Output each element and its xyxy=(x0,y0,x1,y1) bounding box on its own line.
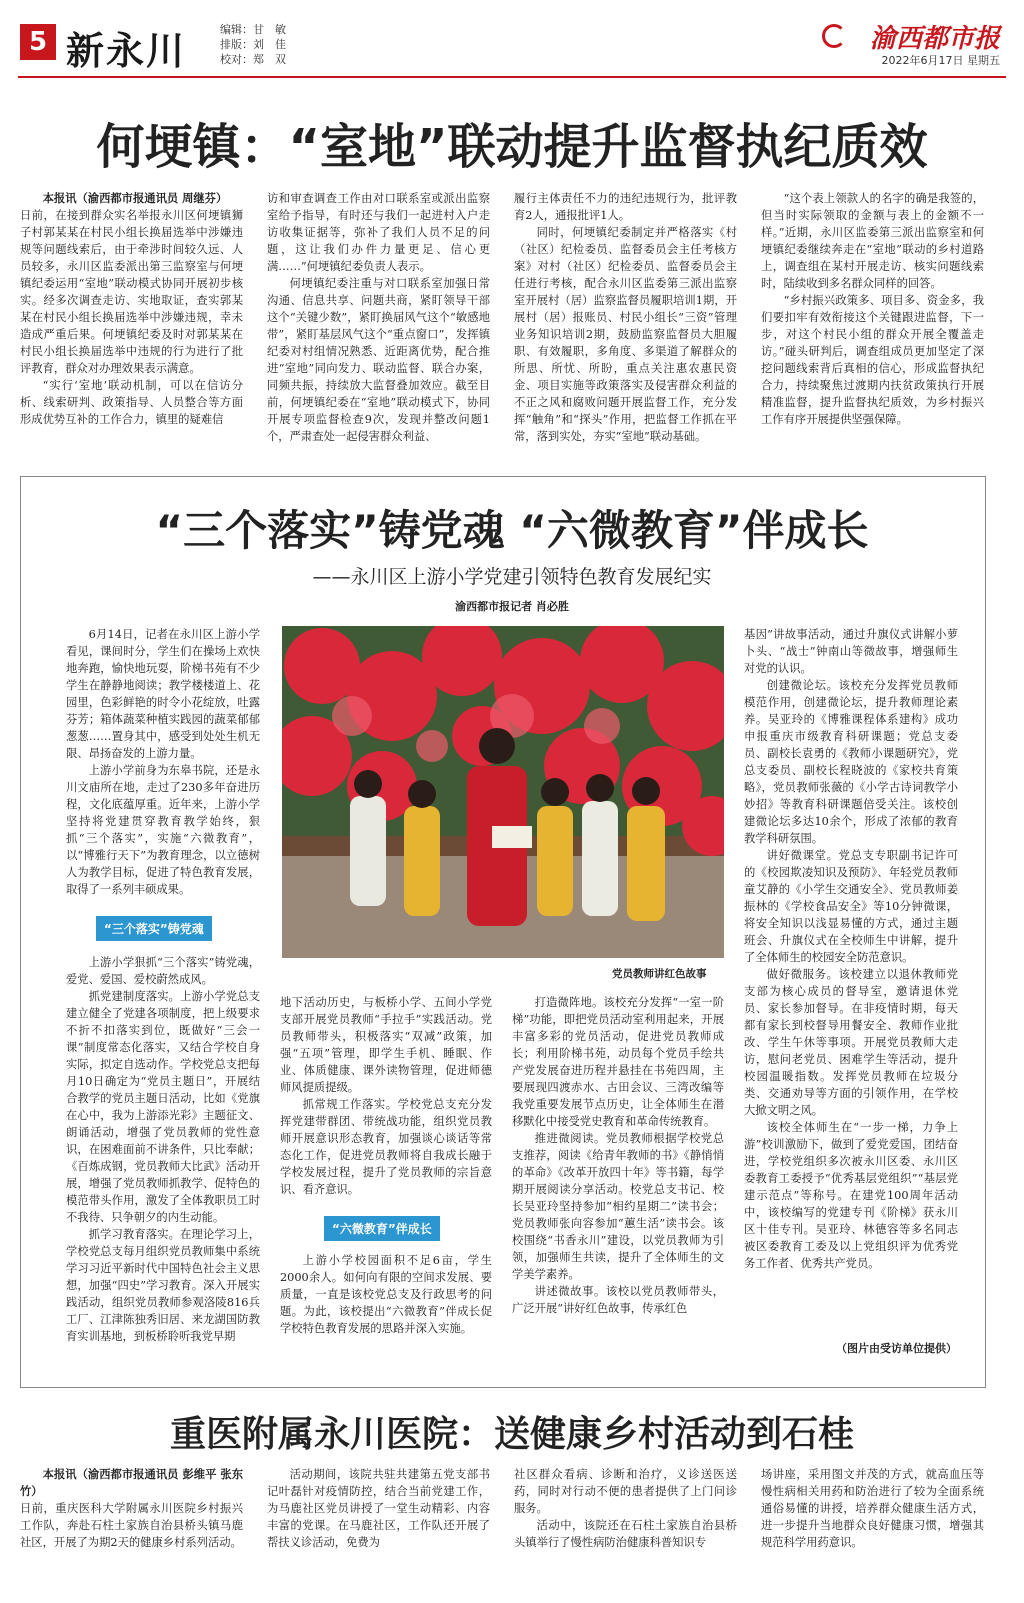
byline: 本报讯（渝西都市报通讯员 周继芬） xyxy=(42,191,228,205)
article3-body xyxy=(20,1466,986,1586)
article1-column xyxy=(20,190,243,452)
paragraph: 日前，重庆医科大学附属永川医院乡村振兴工作队，奔赴石柱土家族自治县桥头镇马鹿社区，开展了为期2天的健康乡村系列活动。 xyxy=(20,1502,243,1549)
brand-logo: 渝西都市报 xyxy=(869,24,1000,54)
article2-title: “三个落实”铸党魂 “六微教育”伴成长 xyxy=(155,506,869,555)
article2-subtitle: ——永川区上游小学党建引领特色教育发展纪实 xyxy=(312,566,712,588)
paragraph: “乡村振兴政策多、项目多、资金多，我们要扣牢有效衔接这个关键跟进监督，下一步，对这个村民小组的群众开展全覆盖走访。”碰头研判后，调查组成员更加坚定了深挖问题线索背后真相的信心，形成监督执纪合力，持续聚焦过渡期内扶贫政策执行开展精准监督，提升监督执纪质效，为乡村振兴工作有序开展提供坚强保障。 xyxy=(761,294,984,426)
section-tag: “三个落实”铸党魂 xyxy=(96,916,212,941)
paragraph: 讲好微课堂。党总支专职副书记许可的《校园欺凌知识及预防》、年轻党员教师童艾静的《小学生交通安全》、党员教师姜振林的《学校食品安全》等10分钟微课，将安全知识以浅显易懂的方式，通过主题班会、升旗仪式在全校师生中讲解，提升了全体师生的校园安全防范意识。 xyxy=(744,849,958,964)
article2-column xyxy=(280,994,492,1206)
paragraph: 履行主体责任不力的违纪违规行为，批评教育2人，通报批评1人。 xyxy=(514,192,737,222)
article1-title: 何埂镇：“室地”联动提升监督执纪质效 xyxy=(96,119,928,175)
article2-col2b xyxy=(280,1252,492,1356)
article2-column xyxy=(280,1252,492,1356)
paragraph: 活动中，该院还在石柱土家族自治县桥头镇举行了慢性病防治健康科普知识专 xyxy=(514,1519,737,1549)
article2-intro xyxy=(66,626,260,900)
paragraph: 抓学习教育落实。在理论学习上，学校党总支每月组织党员教师集中系统学习习近平新时代中国特色社会主义思想，加强“四史”学习教育。深入开展实践活动，组织党员教师参观洛陵816兵工厂、江津陈独秀旧居、来龙湖国防教育实训基地，到板桥聆听我党早期 xyxy=(66,1228,260,1343)
paragraph: “这个表上领款人的名字的确是我签的，但当时实际领取的金额与表上的金额不一样。”近期，永川区监委第三派出监察室和何埂镇纪委继续奔走在“室地”联动的乡村道路上，调查组在某村开展走访、核实问题线索时，陆续收到多名群众同样的回答。 xyxy=(761,192,984,290)
brand-logo-icon xyxy=(822,24,846,48)
paragraph: 抓党建制度落实。上游小学党总支建立健全了党建各项制度，把上级要求不折不扣落实到位，既做好“三会一课”制度常态化落实，又结合学校自身实际，拟定自选动作。学校党总支把每月10日确定为“党员主题日”，开展结合教学的党员主题日活动，比如《党旗在心中，我为上游添光彩》主题征文、朗诵活动，增强了党员教师的党性意识，在困难面前不讲条件，只比奉献；《百炼成钢，党员教师大比武》活动开展，增强了党员教师抓教学、促特色的模范带头作用，激发了全体教职员工时不我待、只争朝夕的内生动能。 xyxy=(66,990,260,1224)
masthead-rule xyxy=(18,76,1006,78)
editor-line: 编辑：甘 敏 xyxy=(220,23,286,36)
paragraph: 活动期间，该院共驻共建第五党支部书记叶磊针对疫情防控，结合当前党建工作，为马鹿社区党员讲授了一堂生动精彩、内容丰富的党课。在马鹿社区，工作队还开展了帮扶义诊活动，免费为 xyxy=(267,1468,490,1549)
paragraph: 讲述微故事。该校以党员教师带头，广泛开展“讲好红色故事，传承红色 xyxy=(512,1285,724,1315)
editor-line: 校对：郑 双 xyxy=(220,53,286,66)
article2-column xyxy=(66,626,260,900)
photo-illustration xyxy=(282,626,724,958)
paragraph: 上游小学前身为东皋书院，还是永川文庙所在地，走过了230多年奋进历程，文化底蕴厚重。近年来，上游小学坚持将党建贯穿教育教学始终，狠抓“三个落实”，实施“六微教育”，以“博雅行天下”为教育理念，以立德树人为教学目标，促进了特色教育发展，取得了一系列丰硕成果。 xyxy=(66,764,260,896)
article1-column xyxy=(761,190,984,452)
paragraph: 社区群众看病、诊断和治疗，义诊送医送药，同时对行动不便的患者提供了上门问诊服务。 xyxy=(514,1468,737,1515)
article2-col3 xyxy=(512,994,724,1354)
paragraph: 推进微阅读。党员教师根据学校党总支推荐，阅读《给青年教师的书》《静悄悄的革命》《改革开放四十年》等书籍，每学期开展阅读分享活动。校党总支书记、校长吴亚玲坚持参加“相约星期二”读书会；党员教师张向容参加“蕙生活”读书会。该校围绕“书香永川”建设，以党员教师为引领，加强师生共读，提升了全体师生的文学美学素养。 xyxy=(512,1132,724,1281)
paragraph: 该校全体师生在“一步一梯，力争上游”校训激励下，做到了爱党爱国，团结奋进，学校党组织多次被永川区委、永川区委教育工委授予“优秀基层党组织”“基层党建示范点”等称号。在建党100周年活动中，该校编写的党建专刊《阶梯》获永川区十佳专刊。吴亚玲、林德容等多名同志被区委教育工委及以上党组织评为优秀党务工作者、优秀共产党员。 xyxy=(744,1121,958,1270)
article3-column xyxy=(267,1466,490,1586)
article2-col2 xyxy=(280,994,492,1206)
paragraph: 创建微论坛。该校充分发挥党员教师模范作用，创建微论坛，提升教师理论素养。吴亚玲的《博雅课程体系建构》成功申报重庆市级教育科研课题；党总支委员、副校长袁勇的《教师小课题研究》，党总支委员、副校长程晓波的《家校共育策略》，党员教师张薇的《小学古诗词教学小妙招》等教育科研课题倍受关注。该校创建微论坛多达10余个，形成了浓郁的教育教学科研氛围。 xyxy=(744,679,958,845)
article2-col1 xyxy=(66,954,260,1350)
paragraph: “实行‘室地’联动机制，可以在信访分析、线索研判、政策指导、人员整合等方面形成优势互补的工作合力，镇里的疑难信 xyxy=(20,379,243,426)
page-number: 5 xyxy=(20,24,56,60)
article1-body xyxy=(20,190,986,452)
editor-line: 排版：刘 佳 xyxy=(220,38,286,51)
article2-col4 xyxy=(744,626,958,1336)
section-tag: “六微教育”伴成长 xyxy=(324,1216,440,1241)
paragraph: 何埂镇纪委注重与对口联系室加强日常沟通、信息共享、问题共商，紧盯领导干部这个“关键少数”，紧盯换届风气这个“敏感地带”，紧盯基层风气这个“重点窗口”，发挥镇纪委对村组情况熟悉、近距离优势，配合推进“室地”同向发力、联动监督、联合办案，同频共振，持续放大监督叠加效应。截至目前，何埂镇纪委在“室地”联动模式下，协同开展专项监督检查9次，发现并整改问题1个，严肃查处一起侵害群众利益、 xyxy=(267,277,490,443)
paragraph: 访和审查调查工作由对口联系室或派出监察室给予指导，有时还与我们一起进村入户走访收集证据等，弥补了我们人员不足的问题，这让我们办件力量更足、信心更满……”何埂镇纪委负责人表示。 xyxy=(267,192,490,273)
feature-photo xyxy=(282,626,724,958)
photo-credit: （图片由受访单位提供） xyxy=(836,1342,957,1355)
paragraph: 地下活动历史，与板桥小学、五间小学党支部开展党员教师“手拉手”实践活动。党员教师带头，积极落实“双减”政策，加强“五项”管理，即学生手机、睡眠、作业、体质健康、课外读物管理，促进师德师风提质提级。 xyxy=(280,996,492,1094)
article3-column xyxy=(20,1466,243,1586)
article2-column xyxy=(66,954,260,1350)
article2-column xyxy=(744,626,958,1336)
section-name: 新永川 xyxy=(66,28,187,73)
photo-caption: 党员教师讲红色故事 xyxy=(612,968,707,980)
article1-column xyxy=(267,190,490,452)
paragraph: 同时，何埂镇纪委制定并严格落实《村（社区）纪检委员、监督委员会主任考核方案》对村（社区）纪检委员、监督委员会主任进行考核，配合永川区监委第三派出监察室开展村（居）监察监督员履职培训1期，开展村（居）报账员、村民小组长“三资”管理业务知识培训2期，鼓励监察监督员大胆履职、有效履职，多角度、多渠道了解群众的所思、所忧、所盼，重点关注惠农惠民资金、项目实施等政策落实及侵害群众利益的不正之风和腐败问题开展监督工作，充分发挥“触角”和“探头”作用，把监督工作抓在平常，落到实处，夯实“室地”联动基础。 xyxy=(514,226,737,443)
paragraph: 日前，在接到群众实名举报永川区何埂镇狮子村郭某某在村民小组长换届选举中涉嫌违规等问题线索后，由于牵涉时间较久远、人员较多，永川区监委派出第三监察室与何埂镇纪委运用“室地”联动模式协同开展初步核实。经多次调查走访、实地取证，查实郭某某在村民小组长换届选举中涉嫌违规，幸未造成严重后果。何埂镇纪委及时对郭某某在村民小组长换届选举中违规的行为进行了批评教育，群众对办理效果表示满意。 xyxy=(20,209,243,375)
paragraph: 做好微服务。该校建立以退休教师党支部为核心成员的督导室，邀请退休党员、家长参加督导。在非疫情时期，每天都有家长到校督导用餐安全、教师作业批改、学生午休等事项。开展党员教师大走访，慰问老党员、困难学生等活动，提升校园温暖指数。发挥党员教师在垃圾分类、交通劝导等方面的引领作用，在学校大掀文明之风。 xyxy=(744,968,958,1117)
article3-column xyxy=(514,1466,737,1586)
issue-date: 2022年6月17日 星期五 xyxy=(881,54,1000,67)
article2-column xyxy=(512,994,724,1354)
article2-byline: 渝西都市报记者 肖必胜 xyxy=(455,600,569,613)
masthead xyxy=(18,18,1006,73)
article3-column xyxy=(761,1466,984,1586)
article1-column xyxy=(514,190,737,452)
paragraph: 基因”讲故事活动，通过升旗仪式讲解小萝卜头、“战士”钟南山等微故事，增强师生对党的认识。 xyxy=(744,628,958,675)
paragraph: 抓常规工作落实。学校党总支充分发挥党建带群团、带统战功能，组织党员教师开展意识形态教育，加强谈心谈话等常态化工作，促进党员教师将自我成长融于学校发展过程，提升了党员教师的宗旨意识、看齐意识。 xyxy=(280,1098,492,1196)
byline: 本报讯（渝西都市报通讯员 彭维平 张东竹） xyxy=(20,1467,243,1498)
paragraph: 打造微阵地。该校充分发挥“一室一阶梯”功能，即把党员活动室利用起来，开展丰富多彩的党员活动，促进党员教师成长；利用阶梯书苑，动员每个党员手绘共产党发展奋进历程并悬挂在书苑四周，主要展现四渡赤水、古田会议、三湾改编等我党重要发展节点历史，让全体师生在潜移默化中接受党史教育和革命传统教育。 xyxy=(512,996,724,1128)
paragraph: 6月14日，记者在永川区上游小学看见，课间时分，学生们在操场上欢快地奔跑，愉快地玩耍，阶梯书苑有不少学生在静静地阅读；教学楼楼道上、花园里，色彩鲜艳的时令小花绽放，吐露芬芳；箱体蔬菜种植实践园的蔬菜郁郁葱葱……置身其中，感受到处处生机无限、昂扬奋发的上游力量。 xyxy=(66,628,260,760)
paragraph: 上游小学校园面积不足6亩，学生2000余人。如何向有限的空间求发展、要质量，一直是该校党总支及行政思考的问题。为此，该校提出“六微教育”伴成长促学校特色教育发展的思路并深入实施。 xyxy=(280,1254,492,1335)
paragraph: 上游小学狠抓“三个落实”铸党魂，爱党、爱国、爱校蔚然成风。 xyxy=(66,956,260,986)
article3-title: 重医附属永川医院：送健康乡村活动到石桂 xyxy=(169,1414,854,1455)
editor-credits xyxy=(220,22,286,67)
paragraph: 场讲座，采用图文并茂的方式，就高血压等慢性病相关用药和防治进行了较为全面系统通俗易懂的讲授，培养群众健康生活方式，进一步提升当地群众良好健康习惯，增强其规范科学用药意识。 xyxy=(761,1468,984,1549)
